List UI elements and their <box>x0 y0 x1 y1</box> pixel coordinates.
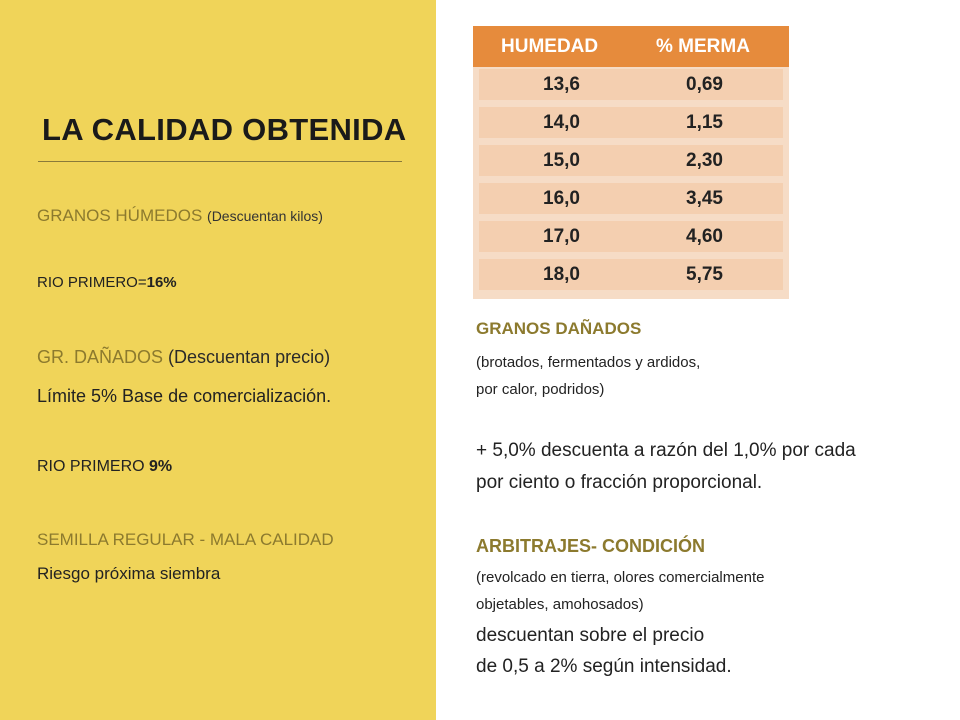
granos-danados-note-2: por calor, podridos) <box>476 381 605 398</box>
page-title: LA CALIDAD OBTENIDA <box>42 112 407 147</box>
semilla-heading: SEMILLA REGULAR - MALA CALIDAD <box>37 530 334 549</box>
cell-merma: 2,30 <box>686 150 723 171</box>
cell-merma: 1,15 <box>686 112 723 133</box>
arbitrajes-desc-2: de 0,5 a 2% según intensidad. <box>476 656 732 677</box>
granos-danados-note-1: (brotados, fermentados y ardidos, <box>476 354 701 371</box>
limite-text: Límite 5% Base de comercialización. <box>37 386 332 406</box>
cell-humedad: 15,0 <box>543 150 580 171</box>
granos-humedos-heading <box>37 206 323 226</box>
cell-merma: 5,75 <box>686 264 723 285</box>
rio-primero-humedad <box>37 274 177 291</box>
granos-danados-desc-2: por ciento o fracción proporcional. <box>476 472 763 493</box>
gr-danados-note: (Descuentan precio) <box>168 347 331 367</box>
arbitrajes-heading: ARBITRAJES- CONDICIÓN <box>476 536 706 556</box>
granos-humedos-label: GRANOS HÚMEDOS <box>37 206 203 225</box>
table-row <box>479 107 783 138</box>
table-row <box>479 259 783 290</box>
granos-danados-desc-1: + 5,0% descuenta a razón del 1,0% por cada <box>476 440 856 461</box>
table-row <box>479 69 783 100</box>
cell-humedad: 14,0 <box>543 112 580 133</box>
rio-primero-label: RIO PRIMERO <box>37 458 145 475</box>
arbitrajes-note-2: objetables, amohosados) <box>476 596 644 613</box>
title-divider <box>38 161 402 162</box>
cell-merma: 3,45 <box>686 188 723 209</box>
granos-humedos-note: (Descuentan kilos) <box>207 208 323 224</box>
rio-primero-label: RIO PRIMERO= <box>37 274 147 291</box>
table-row <box>479 221 783 252</box>
riesgo-text: Riesgo próxima siembra <box>37 564 221 583</box>
rio-primero-danados <box>37 458 172 476</box>
header-merma: % MERMA <box>656 36 750 57</box>
arbitrajes-note-1: (revolcado en tierra, olores comercialmente <box>476 569 765 586</box>
rio-primero-value: 9% <box>149 458 173 475</box>
table-header <box>473 26 789 67</box>
cell-humedad: 18,0 <box>543 264 580 285</box>
cell-humedad: 13,6 <box>543 74 580 95</box>
header-humedad: HUMEDAD <box>501 36 599 57</box>
rio-primero-value: 16% <box>146 274 177 291</box>
cell-merma: 0,69 <box>686 74 723 95</box>
table-row <box>479 145 783 176</box>
arbitrajes-desc-1: descuentan sobre el precio <box>476 625 705 646</box>
humedad-merma-table <box>473 26 789 299</box>
granos-danados-heading: GRANOS DAÑADOS <box>476 319 642 338</box>
cell-humedad: 16,0 <box>543 188 580 209</box>
cell-humedad: 17,0 <box>543 226 580 247</box>
table-row <box>479 183 783 214</box>
gr-danados-label: GR. DAÑADOS <box>37 347 164 367</box>
cell-merma: 4,60 <box>686 226 723 247</box>
gr-danados-heading <box>37 347 330 368</box>
